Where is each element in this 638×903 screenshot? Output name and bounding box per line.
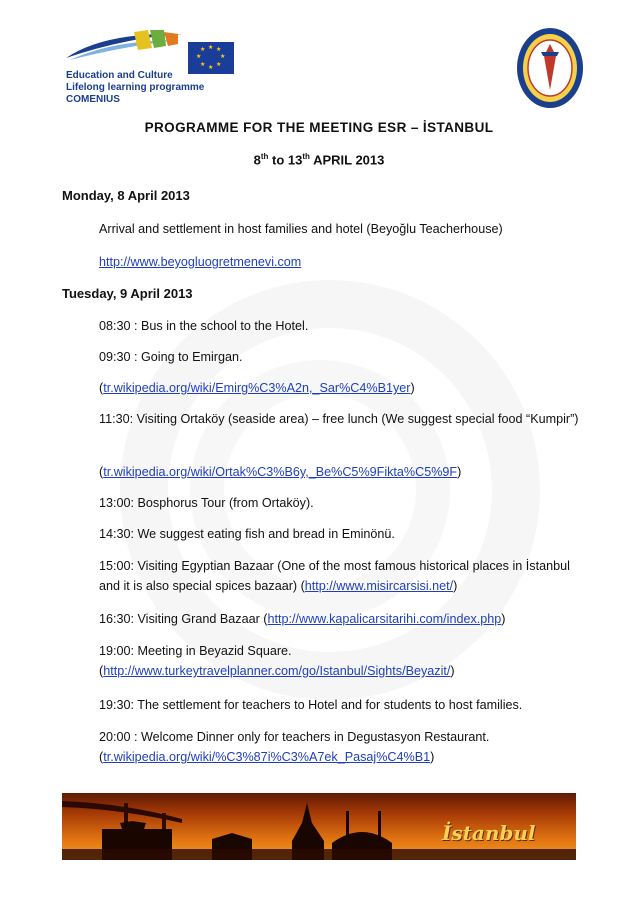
- istanbul-banner: [62, 793, 576, 860]
- item-text: 19:00: Meeting in Beyazid Square. (: [99, 644, 292, 678]
- schedule-item: [99, 252, 589, 272]
- paren-close: ): [457, 465, 462, 479]
- logo-caption: [66, 70, 204, 106]
- logo-line-2: Lifelong learning programme: [66, 82, 205, 93]
- beyazit-link[interactable]: http://www.turkeytravelplanner.com/go/Istanbul/Sights/Beyazit/: [103, 664, 451, 678]
- logo-line-3: COMENIUS: [66, 94, 120, 105]
- university-seal-icon: [515, 26, 585, 110]
- hotel-link[interactable]: http://www.beyogluogretmenevi.com: [99, 255, 302, 269]
- logo-line-1: Education and Culture: [66, 70, 173, 81]
- item-text: 20:00 : Welcome Dinner only for teachers in Degustasyon Restaurant. (: [99, 730, 490, 764]
- date-end-suffix: th: [302, 152, 310, 161]
- date-start: 8: [253, 152, 261, 168]
- day-heading: Tuesday, 9 April 2013: [62, 286, 193, 301]
- date-month: APRIL 2013: [313, 152, 385, 168]
- schedule-item: Arrival and settlement in host families and hotel (Beyoğlu Teacherhouse): [99, 222, 503, 236]
- paren-close: ): [410, 381, 415, 395]
- paren-close: ): [501, 612, 506, 626]
- page-title: PROGRAMME FOR THE MEETING ESR – İSTANBUL: [144, 120, 494, 135]
- date-to: to 13: [272, 152, 303, 168]
- item-text: 15:00: Visiting Egyptian Bazaar (One of the most famous historical places in İstanbul and it is also special spices bazaar) (: [99, 559, 570, 593]
- schedule-item: 11:30: Visiting Ortaköy (seaside area) – free lunch (We suggest special food “Kumpir”): [99, 412, 579, 426]
- schedule-item: [99, 609, 589, 629]
- emirgan-link[interactable]: tr.wikipedia.org/wiki/Emirg%C3%A2n,_Sar%C4%B1yer: [103, 381, 411, 395]
- banner-title: İstanbul: [442, 821, 536, 845]
- cicek-pasaji-link[interactable]: tr.wikipedia.org/wiki/%C3%87i%C3%A7ek_Pasaj%C4%B1: [103, 750, 431, 764]
- date-start-suffix: th: [260, 152, 269, 161]
- misircarsisi-link[interactable]: http://www.misircarsisi.net/: [304, 579, 454, 593]
- schedule-item: [99, 556, 589, 596]
- paren-open: (: [99, 381, 104, 395]
- day-heading: Monday, 8 April 2013: [62, 188, 190, 203]
- date-range: [0, 152, 638, 167]
- paren-close: ): [450, 664, 455, 678]
- schedule-item: [99, 378, 589, 398]
- schedule-item: 08:30 : Bus in the school to the Hotel.: [99, 319, 309, 333]
- schedule-item: [99, 641, 589, 681]
- item-text: 16:30: Visiting Grand Bazaar (: [99, 612, 268, 626]
- swoosh-logo-icon: [64, 28, 184, 64]
- schedule-item: 13:00: Bosphorus Tour (from Ortaköy).: [99, 496, 314, 510]
- eu-flag-icon: ★ ★ ★ ★ ★ ★ ★ ★: [188, 42, 234, 74]
- ortakoy-link[interactable]: tr.wikipedia.org/wiki/Ortak%C3%B6y,_Be%C5%9Fikta%C5%9F: [103, 465, 458, 479]
- schedule-item: 19:30: The settlement for teachers to Hotel and for students to host families.: [99, 698, 523, 712]
- paren-open: (: [99, 465, 104, 479]
- grand-bazaar-link[interactable]: http://www.kapalicarsitarihi.com/index.php: [267, 612, 502, 626]
- paren-close: ): [430, 750, 435, 764]
- schedule-item: 14:30: We suggest eating fish and bread in Eminönü.: [99, 527, 395, 541]
- paren-close: ): [453, 579, 458, 593]
- schedule-item: [99, 727, 589, 767]
- schedule-item: [99, 462, 589, 482]
- comenius-logo: [64, 28, 234, 116]
- schedule-item: 09:30 : Going to Emirgan.: [99, 350, 243, 364]
